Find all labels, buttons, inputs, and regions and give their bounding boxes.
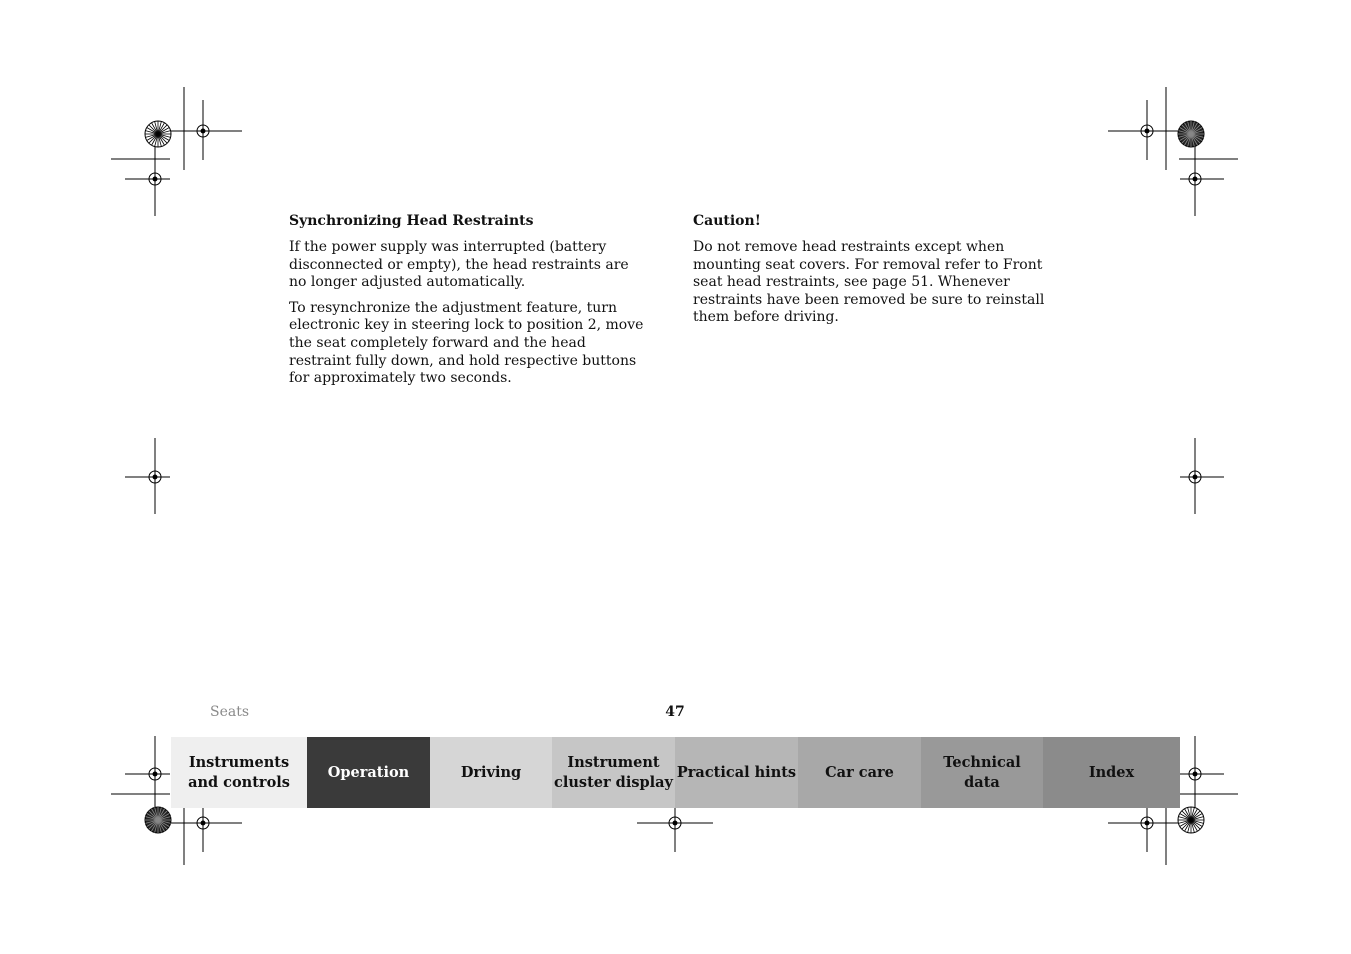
left-column	[289, 212, 649, 396]
section-heading: Synchronizing Head Restraints	[289, 213, 534, 229]
body-paragraph: If the power supply was interrupted (battery disconnected or empty), the head restraints are no longer adjusted automatically.	[289, 239, 629, 291]
tab-operation[interactable]: Operation	[307, 737, 430, 808]
tab-car-care[interactable]: Car care	[798, 737, 921, 808]
tab-instruments-and-controls[interactable]: Instruments and controls	[171, 737, 307, 808]
caution-heading: Caution!	[693, 213, 761, 229]
page-number: 47	[665, 704, 685, 720]
right-column	[693, 212, 1053, 335]
chapter-tabs	[171, 737, 1180, 808]
body-paragraph: To resynchronize the adjustment feature, turn electronic key in steering lock to position 2, move the seat completely forward and the head restraint fully down, and hold respective buttons for approximately two seconds.	[289, 299, 644, 387]
tab-technical-data[interactable]: Technical data	[921, 737, 1043, 808]
tab-index[interactable]: Index	[1043, 737, 1180, 808]
section-label: Seats	[210, 704, 250, 720]
tab-practical-hints[interactable]: Practical hints	[675, 737, 798, 808]
caution-paragraph: Do not remove head restraints except when mounting seat covers. For removal refer to Front seat head restraints, see page 51. Whenever restraints have been removed be sure to reinstall them before driving.	[693, 239, 1045, 326]
tab-driving[interactable]: Driving	[430, 737, 552, 808]
tab-instrument-cluster-display[interactable]: Instrument cluster display	[552, 737, 675, 808]
